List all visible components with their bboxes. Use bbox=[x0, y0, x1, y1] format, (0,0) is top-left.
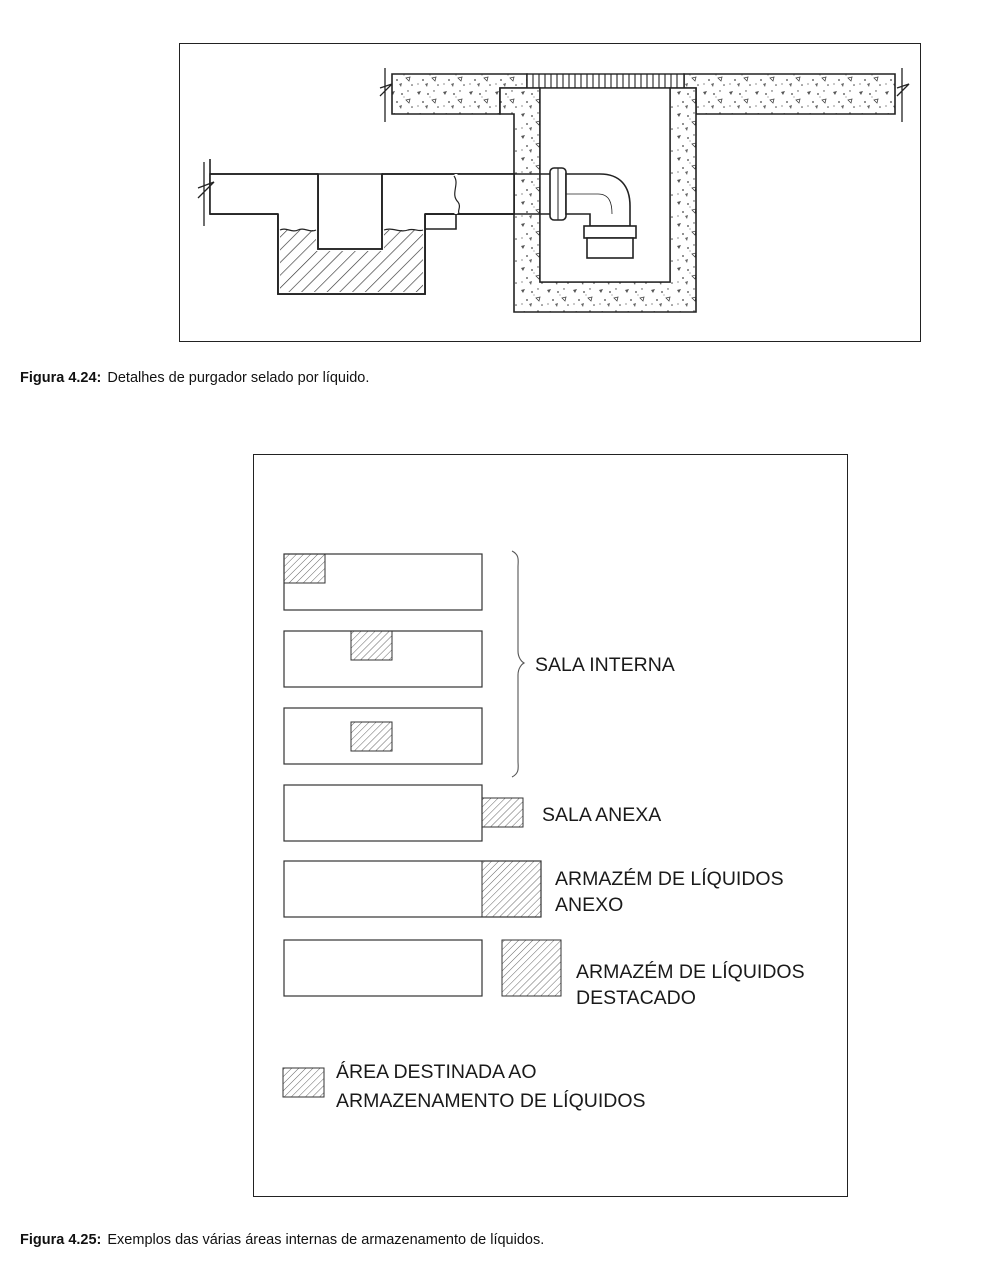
caption-text: Exemplos das várias áreas internas de armazenamento de líquidos. bbox=[107, 1232, 545, 1248]
figure-caption-4-24 bbox=[20, 370, 369, 386]
brace bbox=[512, 551, 524, 777]
trap-detail-figure bbox=[179, 43, 921, 342]
slab-right bbox=[684, 74, 895, 114]
label-armazem-anexo-1: ARMAZÉM DE LÍQUIDOS bbox=[555, 868, 784, 890]
example-internal-corner bbox=[284, 554, 482, 610]
figure-caption-4-25 bbox=[20, 1232, 544, 1248]
trap-detail-drawing bbox=[180, 44, 920, 341]
example-detached-warehouse bbox=[284, 940, 561, 996]
legend-swatch bbox=[283, 1068, 324, 1097]
label-sala-anexa: SALA ANEXA bbox=[542, 804, 662, 826]
example-internal-top bbox=[284, 631, 482, 687]
caption-number: Figura 4.24: bbox=[20, 370, 102, 386]
label-armazem-destacado-1: ARMAZÉM DE LÍQUIDOS bbox=[576, 961, 805, 983]
example-annexed-warehouse bbox=[284, 861, 541, 917]
pipe-outlet-collar bbox=[584, 226, 636, 238]
pipe-outlet bbox=[587, 238, 633, 258]
storage-areas-drawing bbox=[254, 455, 847, 1196]
liquid-seal bbox=[280, 230, 423, 292]
example-internal-center bbox=[284, 708, 482, 764]
example-annexed-room bbox=[284, 785, 523, 841]
legend-text-1: ÁREA DESTINADA AO bbox=[336, 1061, 537, 1083]
label-armazem-anexo-2: ANEXO bbox=[555, 894, 624, 916]
legend-text-2: ARMAZENAMENTO DE LÍQUIDOS bbox=[336, 1090, 646, 1112]
label-sala-interna: SALA INTERNA bbox=[535, 654, 675, 676]
caption-text: Detalhes de purgador selado por líquido. bbox=[107, 370, 370, 386]
label-armazem-destacado-2: DESTACADO bbox=[576, 987, 696, 1009]
caption-number: Figura 4.25: bbox=[20, 1232, 102, 1248]
storage-areas-figure bbox=[253, 454, 848, 1197]
